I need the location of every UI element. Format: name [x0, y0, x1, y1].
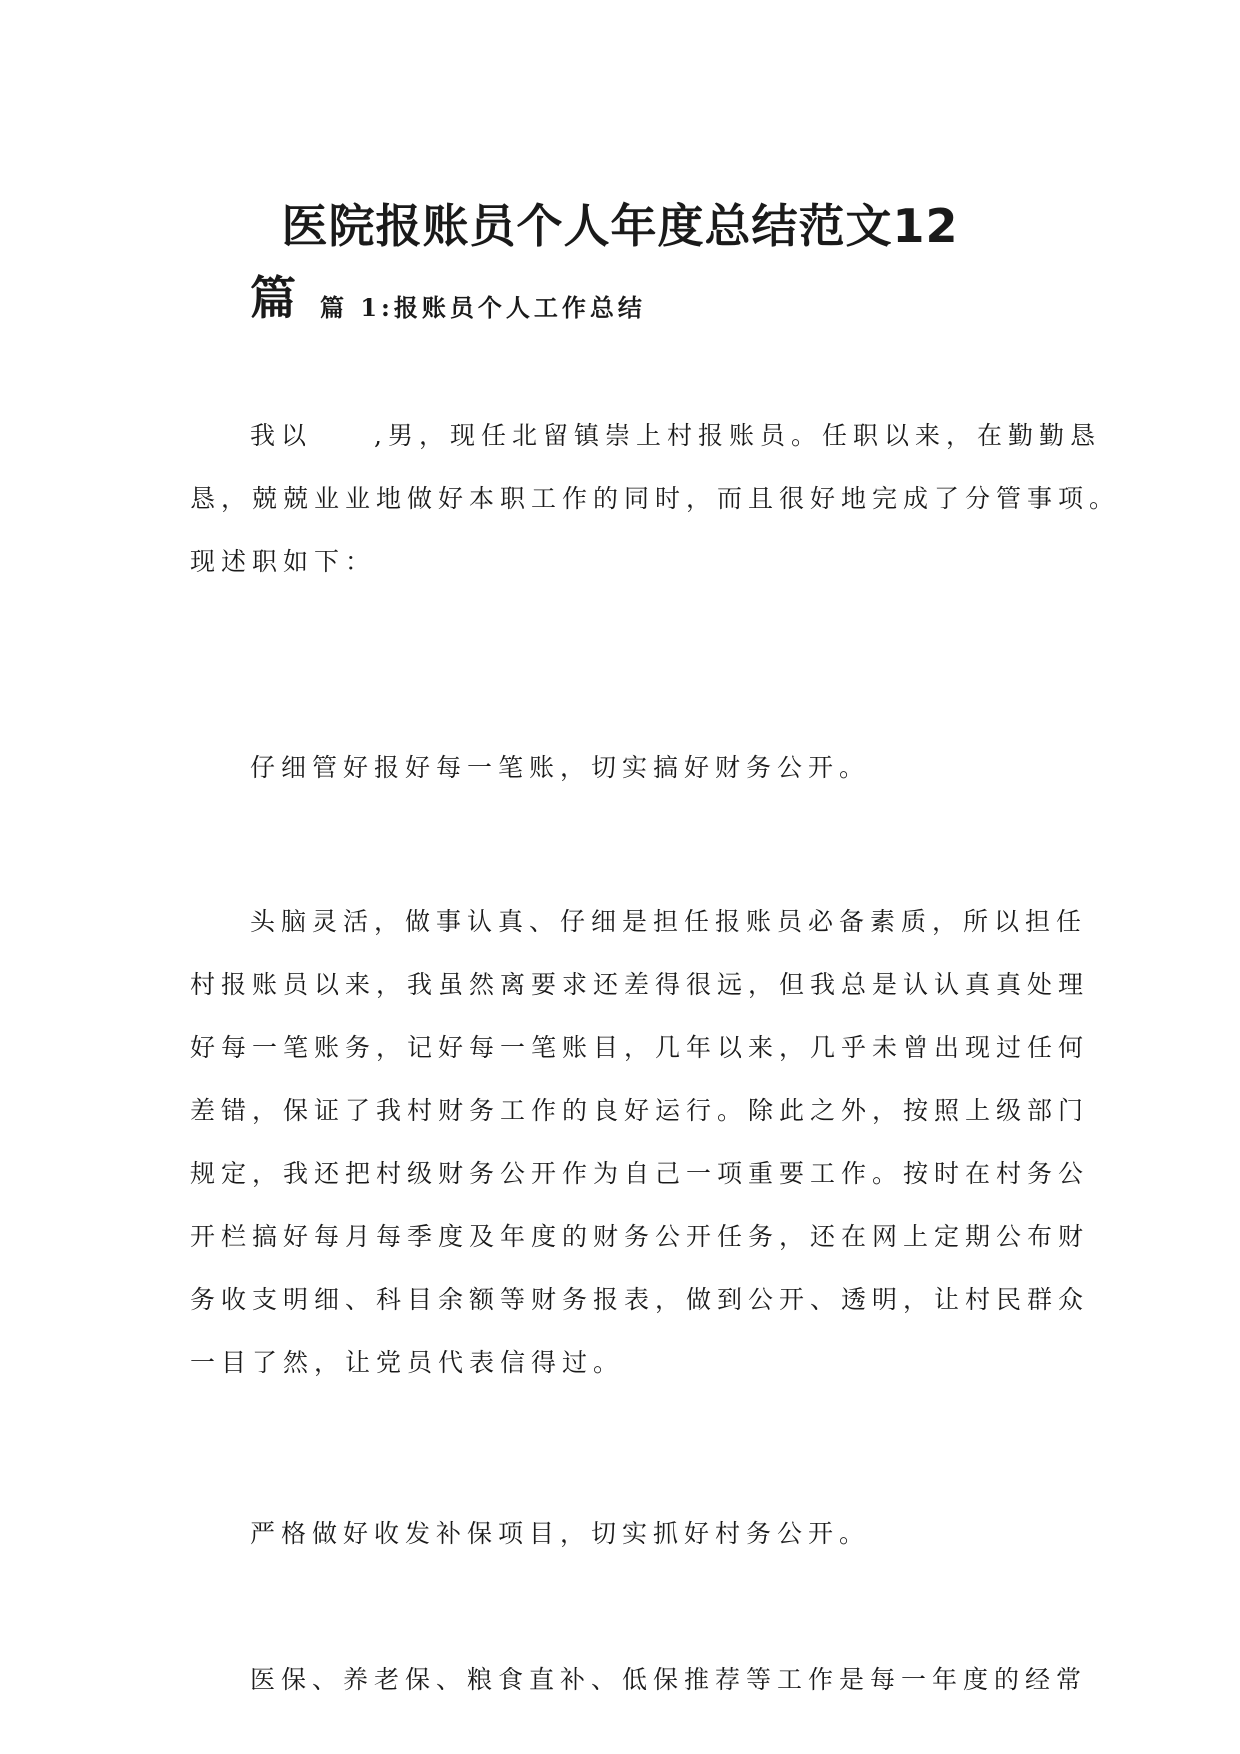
paragraph-line: 恳，兢兢业业地做好本职工作的同时，而且很好地完成了分管事项。 [190, 484, 1121, 513]
paragraph-intro [190, 404, 1121, 593]
paragraph-point-1 [190, 736, 1070, 799]
paragraph-line: 村报账员以来，我虽然离要求还差得很远，但我总是认认真真处理 [190, 970, 1090, 999]
paragraph-line: 好每一笔账务，记好每一笔账目，几年以来，几乎未曾出现过任何 [190, 1033, 1090, 1062]
paragraph-line: 差错，保证了我村财务工作的良好运行。除此之外，按照上级部门 [190, 1096, 1090, 1125]
paragraph-line: 务收支明细、科目余额等财务报表，做到公开、透明，让村民群众 [190, 1285, 1090, 1314]
document-subtitle: 篇 1:报账员个人工作总结 [320, 293, 646, 322]
paragraph-body-1 [190, 890, 1090, 1394]
document-title-continuation: 篇 [250, 271, 296, 325]
paragraph-line: 现述职如下： [190, 547, 377, 576]
paragraph-line: 我以 ,男，现任北留镇崇上村报账员。任职以来，在勤勤恳 [250, 421, 1101, 450]
paragraph-line: 一目了然，让党员代表信得过。 [190, 1348, 625, 1377]
paragraph-line: 规定，我还把村级财务公开作为自己一项重要工作。按时在村务公 [190, 1159, 1090, 1188]
paragraph-body-2 [190, 1648, 1088, 1711]
paragraph-line: 医保、养老保、粮食直补、低保推荐等工作是每一年度的经常 [250, 1665, 1088, 1694]
paragraph-line: 头脑灵活，做事认真、仔细是担任报账员必备素质，所以担任 [250, 907, 1088, 936]
paragraph-line: 仔细管好报好每一笔账，切实搞好财务公开。 [250, 753, 871, 782]
paragraph-line: 开栏搞好每月每季度及年度的财务公开任务，还在网上定期公布财 [190, 1222, 1090, 1251]
paragraph-point-2 [190, 1502, 1070, 1565]
document-title: 医院报账员个人年度总结范文12 [281, 199, 959, 253]
paragraph-line: 严格做好收发补保项目，切实抓好村务公开。 [250, 1519, 871, 1548]
